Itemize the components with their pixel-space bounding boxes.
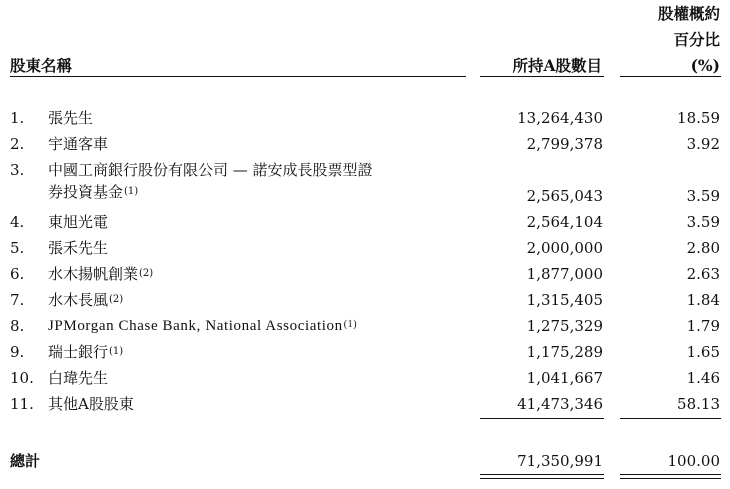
table-row — [0, 288, 730, 312]
shareholder-name: 東旭光電 — [48, 213, 109, 231]
percentage: 3.92 — [686, 135, 720, 153]
header-a-shares-held: 所持A股數目 — [512, 56, 602, 75]
row-number: 6. — [10, 265, 25, 283]
percentage: 2.80 — [686, 239, 720, 257]
shareholder-name: 張禾先生 — [48, 239, 109, 257]
shareholder-name: 宇通客車 — [48, 135, 109, 153]
shares-held: 2,564,104 — [526, 213, 603, 231]
shareholder-name: 其他A股股東 — [48, 395, 134, 413]
percentage: 58.13 — [677, 395, 720, 413]
table-row — [0, 392, 730, 416]
header-percentage-line2: 百分比 — [673, 30, 720, 49]
shares-held: 1,877,000 — [526, 265, 603, 283]
header-pct-underline — [620, 76, 721, 77]
percentage: 1.46 — [686, 369, 720, 387]
row-number: 2. — [10, 135, 25, 153]
row-number: 3. — [10, 161, 25, 179]
row-number: 1. — [10, 109, 25, 127]
total-shares-double-rule-1 — [480, 474, 604, 475]
footnote-marker: (2) — [139, 268, 154, 279]
total-pct-double-rule-2 — [620, 478, 721, 479]
percentage: 1.65 — [686, 343, 720, 361]
shareholder-name-cell — [48, 288, 123, 315]
shares-held: 2,799,378 — [526, 135, 603, 153]
percentage: 18.59 — [677, 109, 720, 127]
table-row — [0, 236, 730, 260]
row-number: 10. — [10, 369, 34, 387]
total-row — [0, 449, 730, 473]
header-percentage-line1: 股權概約 — [657, 4, 720, 23]
shareholder-name-cell — [48, 314, 357, 340]
shares-held: 41,473,346 — [517, 395, 603, 413]
row-number: 11. — [10, 395, 34, 413]
shares-held: 2,000,000 — [526, 239, 603, 257]
shares-held: 2,565,043 — [526, 187, 603, 205]
table-row — [0, 314, 730, 338]
percentage: 1.79 — [686, 317, 720, 335]
footnote-marker: (1) — [124, 186, 139, 197]
total-percentage: 100.00 — [667, 452, 720, 470]
shares-held: 1,275,329 — [526, 317, 603, 335]
row-number: 4. — [10, 213, 25, 231]
shareholder-name: 張先生 — [48, 109, 94, 127]
row-number: 9. — [10, 343, 25, 361]
subtotal-shares-rule — [480, 418, 604, 419]
footnote-marker: (1) — [343, 319, 358, 330]
shares-held: 13,264,430 — [517, 109, 603, 127]
shareholder-name: 水木揚帆創業 — [48, 265, 139, 283]
table-row — [0, 366, 730, 390]
table-row — [0, 210, 730, 234]
total-label: 總計 — [10, 452, 41, 470]
total-shares: 71,350,991 — [517, 452, 603, 470]
footnote-marker: (1) — [109, 346, 124, 357]
shareholder-name: 白瑋先生 — [48, 369, 109, 387]
shareholder-name: JPMorgan Chase Bank, National Association — [48, 318, 343, 334]
shareholder-name: 中國工商銀行股份有限公司 — 諾安成長股票型證 — [48, 161, 373, 179]
shares-held: 1,175,289 — [526, 343, 603, 361]
percentage: 1.84 — [686, 291, 720, 309]
row-number: 7. — [10, 291, 25, 309]
shareholder-name-cell — [48, 262, 153, 289]
header-name-underline — [10, 76, 466, 77]
table-row — [0, 106, 730, 130]
footnote-marker: (2) — [109, 294, 124, 305]
total-pct-double-rule-1 — [620, 474, 721, 475]
row-number: 5. — [10, 239, 25, 257]
header-shares-underline — [480, 76, 604, 77]
table-row — [0, 340, 730, 364]
shareholder-name-continued — [48, 180, 138, 207]
total-shares-double-rule-2 — [480, 478, 604, 479]
shareholder-name-cell — [48, 340, 123, 367]
row-number: 8. — [10, 317, 25, 335]
shareholder-name: 瑞士銀行 — [48, 343, 109, 361]
table-row — [0, 132, 730, 156]
header-shareholder-name: 股東名稱 — [10, 56, 73, 75]
table-row — [0, 158, 730, 206]
percentage: 3.59 — [686, 213, 720, 231]
shares-held: 1,041,667 — [526, 369, 603, 387]
subtotal-pct-rule — [620, 418, 721, 419]
percentage: 2.63 — [686, 265, 720, 283]
percentage: 3.59 — [686, 187, 720, 205]
shareholder-name-line2: 券投資基金 — [48, 183, 124, 201]
header-percentage-unit: (%) — [690, 56, 720, 75]
shareholder-name: 水木長風 — [48, 291, 109, 309]
table-row — [0, 262, 730, 286]
shares-held: 1,315,405 — [526, 291, 603, 309]
